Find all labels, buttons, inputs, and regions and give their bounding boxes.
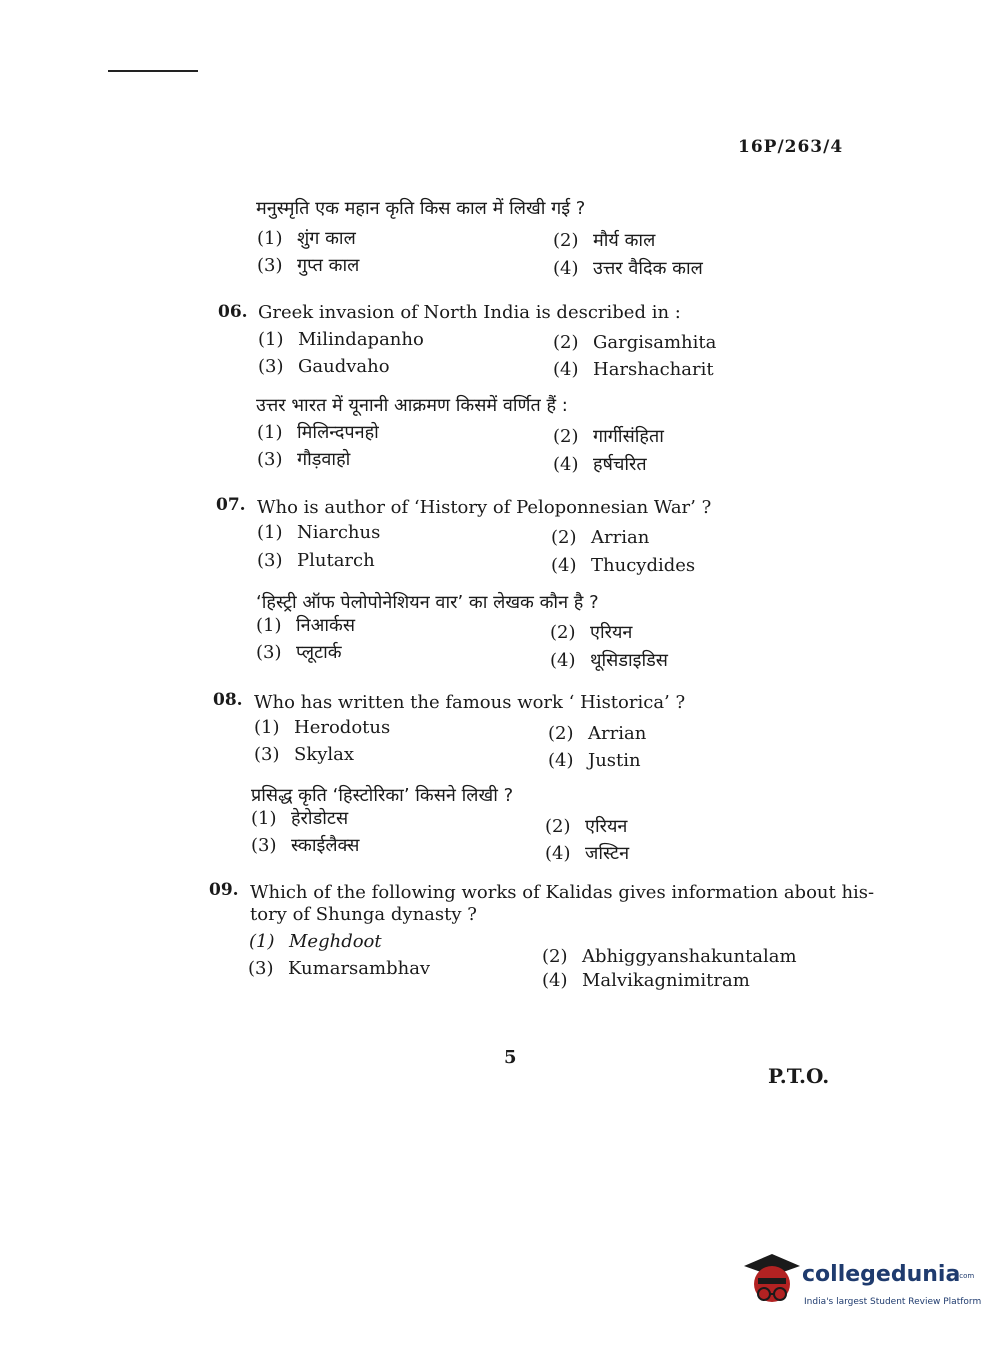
paper-code: 16P/263/4 [738,137,844,157]
q08-hindi-option-3: (3) स्काईलैक्स [251,835,360,856]
q07-hindi-text: ‘हिस्ट्री ऑफ पेलोपोनेशियन वार’ का लेखक कौन है ? [256,592,599,613]
q09-text-line-2: tory of Shunga dynasty ? [250,904,477,925]
q07-hindi-option-1: (1) निआर्कस [256,615,356,636]
q08-hindi-option-4: (4) जस्टिन [545,843,630,864]
watermark-suffix: .com [957,1272,975,1280]
q06-hindi-option-2: (2) गार्गीसंहिता [553,426,664,447]
q08-hindi-text: प्रसिद्ध कृति ‘हिस्टोरिका’ किसने लिखी ? [251,785,514,806]
q07-hindi-option-3: (3) प्लूटार्क [256,642,342,663]
top-rule [108,70,198,72]
q06-option-3: (3) Gaudvaho [258,356,390,377]
q06-hindi-text: उत्तर भारत में यूनानी आक्रमण किसमें वर्णित हैं : [256,395,568,416]
q08-text: Who has written the famous work ‘ Historica’ ? [254,692,686,713]
q08-hindi-option-2: (2) एरियन [545,816,628,837]
q07-option-4: (4) Thucydides [551,555,696,576]
q06-hindi-option-1: (1) मिलिन्दपनहो [257,422,379,443]
q07-option-3: (3) Plutarch [257,550,375,571]
q06-hindi-option-3: (3) गौड़वाहो [257,449,351,470]
q09-option-1: (1) Meghdoot [249,931,382,952]
q07-hindi-option-2: (2) एरियन [550,622,633,643]
q08-option-1: (1) Herodotus [254,717,391,738]
q09-option-3: (3) Kumarsambhav [248,958,431,979]
q08-option-3: (3) Skylax [254,744,355,765]
q07-option-1: (1) Niarchus [257,522,381,543]
q08-option-4: (4) Justin [548,750,641,771]
q06-option-1: (1) Milindapanho [258,329,424,350]
q07-number: 07. [216,495,246,515]
page-number: 5 [504,1047,517,1068]
q05-hindi-option-1: (1) शुंग काल [257,228,356,249]
q05-hindi-text: मनुस्मृति एक महान कृति किस काल में लिखी गई ? [256,198,586,219]
q08-hindi-option-1: (1) हेरोडोटस [251,808,349,829]
watermark-tagline: India's largest Student Review Platform [804,1297,982,1307]
q06-text: Greek invasion of North India is described in : [258,302,681,323]
q07-text: Who is author of ‘History of Peloponnesian War’ ? [257,497,712,518]
q06-option-2: (2) Gargisamhita [553,332,717,353]
q05-hindi-option-2: (2) मौर्य काल [553,230,656,251]
q05-hindi-option-3: (3) गुप्त काल [257,255,360,276]
q06-number: 06. [218,302,248,322]
q05-hindi-option-4: (4) उत्तर वैदिक काल [553,258,703,279]
q08-option-2: (2) Arrian [548,723,647,744]
q07-hindi-option-4: (4) थूसिडाइडिस [550,650,668,671]
q07-option-2: (2) Arrian [551,527,650,548]
pto-label: P.T.O. [768,1064,830,1088]
watermark-name: collegedunia [802,1262,961,1287]
q09-text-line-1: Which of the following works of Kalidas gives information about his- [250,882,875,903]
q09-number: 09. [209,880,239,900]
q09-option-4: (4) Malvikagnimitram [542,970,750,991]
q08-number: 08. [213,690,243,710]
q06-option-4: (4) Harshacharit [553,359,714,380]
q06-hindi-option-4: (4) हर्षचरित [553,454,647,475]
q09-option-2: (2) Abhiggyanshakuntalam [542,946,797,967]
